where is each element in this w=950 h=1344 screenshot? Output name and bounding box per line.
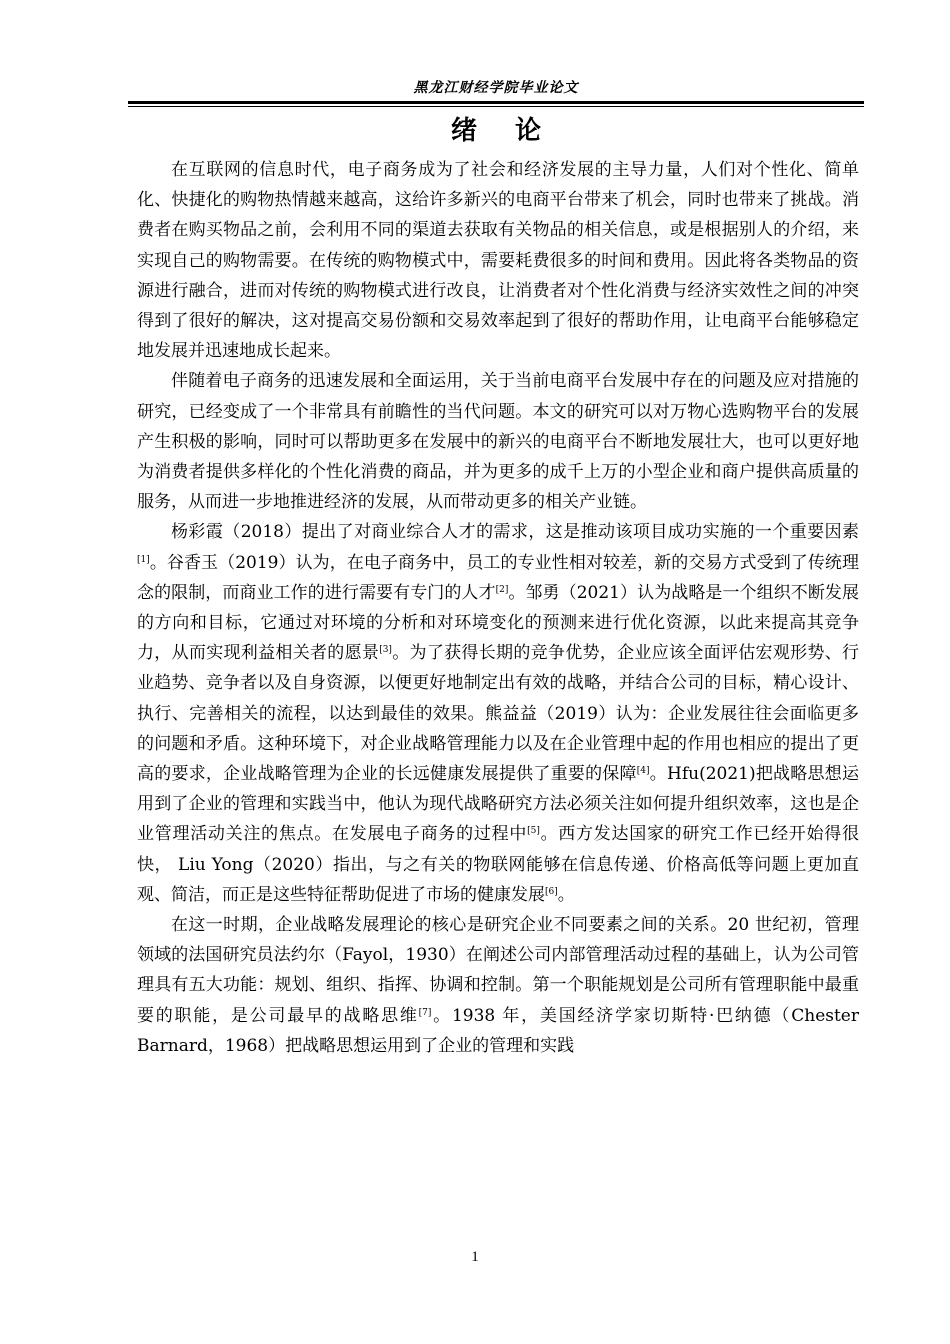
paragraph-text: 。1938 年，美国经济学家切斯特·巴纳德（Chester Barnard，1968）把战略思想运用到了企业的管理和实践: [137, 1005, 859, 1056]
paragraph-1: [137, 155, 859, 366]
page-number: 1: [471, 1249, 479, 1265]
running-header: 黑龙江财经学院毕业论文: [413, 80, 579, 96]
citation-ref: [7]: [418, 1007, 432, 1018]
citation-ref: [6]: [545, 886, 558, 897]
paragraph-text: 。谷香玉（2019）认为，在电子商务中，员工的专业性相对较差，新的交易方式受到了传统理念的限制，而商业工作的进行需要有专门的人才: [137, 552, 859, 603]
paragraph-4: [137, 910, 859, 1061]
citation-ref: [2]: [495, 584, 509, 595]
paragraph-3: [137, 517, 859, 910]
header-rule-thick: [128, 101, 864, 104]
citation-ref: [5]: [527, 826, 540, 837]
paragraph-text: 。西方发达国家的研究工作已经开始得很快， Liu Yong（2020）指出，与之有关的物联网能够在信息传递、价格高低等问题上更加直观、简洁，而正是这些特征帮助促进了市场的健康发展: [137, 824, 860, 905]
citation-ref: [1]: [137, 554, 150, 565]
citation-ref: [4]: [636, 766, 650, 777]
paragraph-text: 。为了获得长期的竞争优势，企业应该全面评估宏观形势、行业趋势、竞争者以及自身资源，以便更好地制定出有效的战略，并结合公司的目标，精心设计、执行、完善相关的流程，以达到最佳的效果。熊益益（2019）认为：企业发展往往会面临更多的问题和矛盾。这种环境下，对企业战略管理能力以及在企业管理中起的作用也相应的提出了更高的要求，企业战略管理为企业的长远健康发展提供了重要的保障: [137, 643, 860, 785]
header-rule-thin: [128, 106, 864, 107]
paragraph-text: 。邹勇（2021）认为战略是一个组织不断发展的方向和目标，它通过对环境的分析和对环境变化的预测来进行优化资源，以此来提高其竞争力，从而实现利益相关者的愿景: [137, 582, 860, 664]
paragraph-text: 。Hfu(2021)把战略思想运用到了企业的管理和实践当中，他认为现代战略研究方法必须关注如何提升组织效率，这也是企业管理活动关注的焦点。在发展电子商务的过程中: [137, 764, 859, 845]
paragraph-text: 伴随着电子商务的迅速发展和全面运用，关于当前电商平台发展中存在的问题及应对措施的研究，已经变成了一个非常具有前瞻性的当代问题。本文的研究可以对万物心选购物平台的发展产生积极的影响，同时可以帮助更多在发展中的新兴的电商平台不断地发展壮大，也可以更好地为消费者提供多样化的个性化消费的商品，并为更多的成千上万的小型企业和商户提供高质量的服务，从而进一步地推进经济的发展，从而带动更多的相关产业链。: [137, 371, 859, 513]
paragraph-text: 。: [557, 884, 575, 905]
paragraph-text: 杨彩霞（2018）提出了对商业综合人才的需求，这是推动该项目成功实施的一个重要因素: [171, 522, 859, 543]
paragraph-text: 在这一时期，企业战略发展理论的核心是研究企业不同要素之间的关系。20 世纪初，管理领域的法国研究员法约尔（Fayol，1930）在阐述公司内部管理活动过程的基础上，认为公司管理具有五大功能：规划、组织、指挥、协调和控制。第一个职能规划是公司所有管理职能中最重要的职能，是公司最早的战略思维: [137, 915, 859, 1026]
body-text: [137, 155, 859, 1061]
paragraph-text: 在互联网的信息时代，电子商务成为了社会和经济发展的主导力量，人们对个性化、简单化、快捷化的购物热情越来越高，这给许多新兴的电商平台带来了机会，同时也带来了挑战。消费者在购买物品之前，会利用不同的渠道去获取有关物品的相关信息，或是根据别人的介绍，来实现自己的购物需要。在传统的购物模式中，需要耗费很多的时间和费用。因此将各类物品的资源进行融合，进而对传统的购物模式进行改良，让消费者对个性化消费与经济实效性之间的冲突得到了很好的解决，这对提高交易份额和交易效率起到了很好的帮助作用，让电商平台能够稳定地发展并迅速地成长起来。: [137, 160, 859, 362]
section-title: 绪论: [450, 116, 579, 146]
paragraph-2: [137, 366, 859, 517]
citation-ref: [3]: [379, 645, 392, 656]
